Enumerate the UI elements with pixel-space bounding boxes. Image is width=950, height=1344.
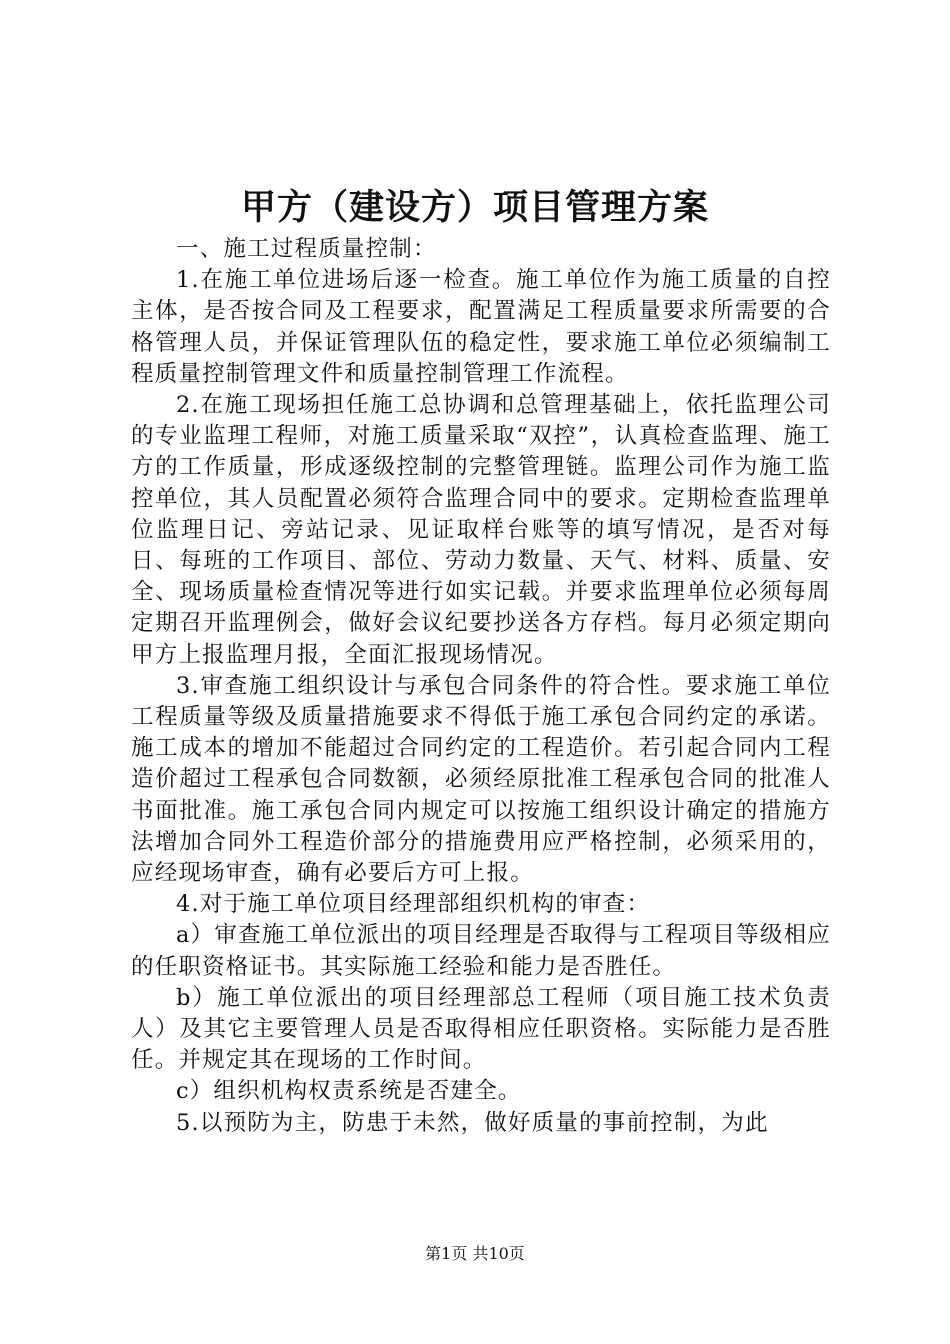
section-heading: 一、施工过程质量控制： bbox=[176, 236, 437, 262]
paragraph: 2.在施工现场担任施工总协调和总管理基础上，依托监理公司的专业监理工程师，对施工质量采取“双控”，认真检查监理、施工方的工作质量，形成逐级控制的完整管理链。监理公司作为施工监控单位，其人员配置必须符合监理合同中的要求。定期检查监理单位监理日记、旁站记录、见证取样台账等的填写情况，是否对每日、每班的工作项目、部位、劳动力数量、天气、材料、质量、安全、现场质量检查情况等进行如实记载。并要求监理单位必须每周定期召开监理例会，做好会议纪要抄送各方存档。每月必须定期向甲方上报监理月报，全面汇报现场情况。 bbox=[131, 392, 831, 668]
list-item: a）审查施工单位派出的项目经理是否取得与工程项目等级相应的任职资格证书。其实际施工经验和能力是否胜任。 bbox=[131, 922, 831, 980]
paragraph: 3.审查施工组织设计与承包合同条件的符合性。要求施工单位工程质量等级及质量措施要求不得低于施工承包合同约定的承诺。施工成本的增加不能超过合同约定的工程造价。若引起合同内工程造价超过工程承包合同数额，必须经原批准工程承包合同的批准人书面批准。施工承包合同内规定可以按施工组织设计确定的措施方法增加合同外工程造价部分的措施费用应严格控制，必须采用的，应经现场审查，确有必要后方可上报。 bbox=[131, 672, 831, 887]
paragraph: 1.在施工单位进场后逐一检查。施工单位作为施工质量的自控主体，是否按合同及工程要求，配置满足工程质量要求所需要的合格管理人员，并保证管理队伍的稳定性，要求施工单位必须编制工程质量控制管理文件和质量控制管理工作流程。 bbox=[131, 267, 831, 387]
paragraph: 4.对于施工单位项目经理部组织机构的审查： bbox=[176, 891, 651, 918]
list-item: b）施工单位派出的项目经理部总工程师（项目施工技术负责人）及其它主要管理人员是否取得相应任职资格。实际能力是否胜任。并规定其在现场的工作时间。 bbox=[131, 984, 831, 1074]
paragraph: 5.以预防为主，防患于未然，做好质量的事前控制，为此 bbox=[176, 1109, 769, 1136]
document-body bbox=[131, 234, 831, 1139]
document-title: 甲方（建设方）项目管理方案 bbox=[240, 187, 709, 228]
page-number-footer: 第1页 共10页 bbox=[425, 1244, 525, 1263]
list-item: c）组织机构权责系统是否建全。 bbox=[176, 1078, 522, 1105]
